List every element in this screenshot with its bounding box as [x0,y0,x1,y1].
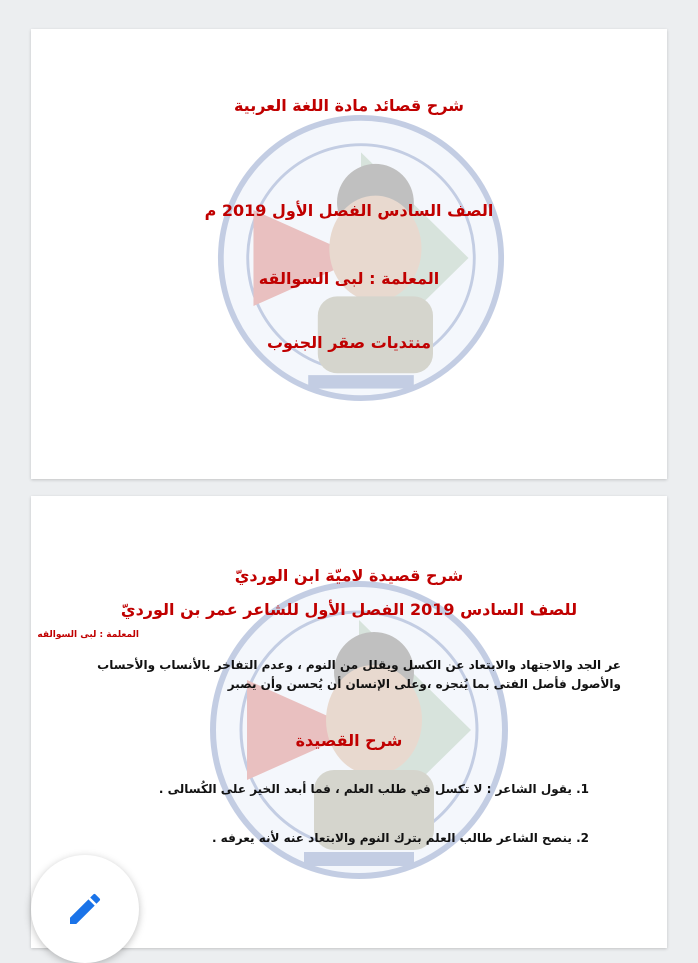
grade-heading: للصف السادس 2019 الفصل الأول للشاعر عمر بن الورديّ [120,600,578,619]
forum-emblem-watermark [217,114,505,402]
grade-heading: الصف السادس الفصل الأول 2019 م [204,201,494,220]
explanation-point: 1. يقول الشاعر : لا تكسل في طلب العلم ، فما أبعد الخير على الكُسالى . [158,782,589,796]
edit-button[interactable] [31,855,139,963]
intro-paragraph: عر الجد والاجتهاد والابتعاد عن الكسل ويقلل من النوم ، وعدم التفاخر بالأنساب والأحساب والأصول فأصل الفتى بما يُنجزه ،وعلى الإنسان أن يُحسن وأن يصبر [97,658,621,691]
page-title: شرح قصائد مادة اللغة العربية [233,96,465,115]
document-page-1 [31,29,667,479]
poem-title: شرح قصيدة لاميّة ابن الورديّ [234,566,464,585]
pencil-icon [65,889,105,929]
teacher-name: المعلمة : لبى السوالقه [37,630,139,640]
explanation-point: 2. ينصح الشاعر طالب العلم بترك النوم والابتعاد عنه لأنه يعرفه . [211,831,589,845]
section-heading: شرح القصيدة [295,731,403,750]
forum-name: منتديات صقر الجنوب [266,333,432,352]
teacher-name: المعلمة : لبى السوالقه [258,269,440,288]
